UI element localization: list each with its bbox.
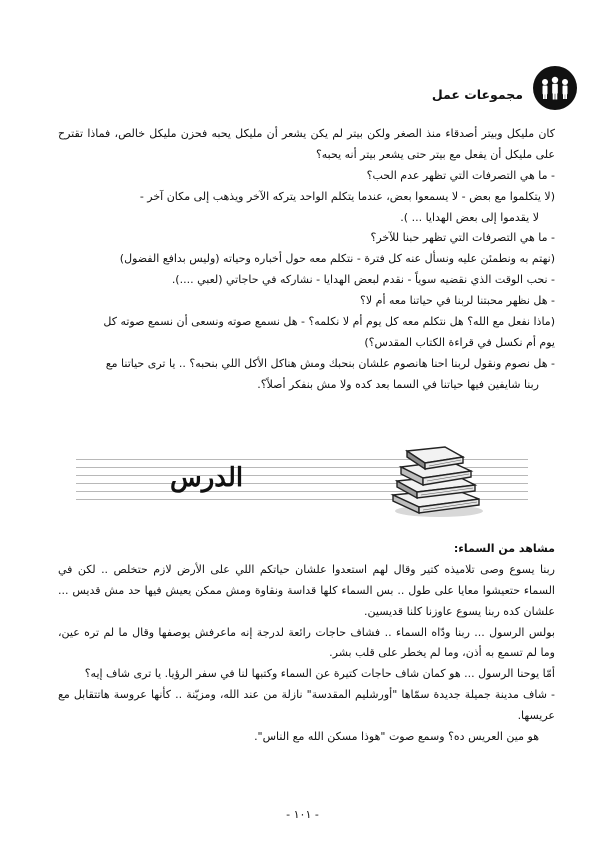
section-title: مجموعات عمل [431, 87, 523, 102]
lesson-paragraph-3: أمّا يوحنا الرسول ... هو كمان شاف حاجات كتيرة عن السماء وكتبها لنا في سفر الرؤيا. يا ترى شاف إيه؟ [84, 667, 555, 681]
lesson-heading: مشاهد من السماء: [453, 542, 555, 555]
question-4-line-2: ربنا شايفين فيها حياتنا في السما بعد كده ولا مش بنفكر أصلاً؟. [257, 377, 539, 391]
lesson-block [58, 539, 555, 748]
lesson-paragraph-2: بولس الرسول ... ربنا ودّاه السماء .. فشاف حاجات رائعة لدرجة إنه ماعرفش يوصفها وقال ما لم تره عين، وما لم تسمع به أذن، وما لم يخطر على قلب بشر. [58, 625, 555, 660]
lesson-paragraph-1: ربنا يسوع وصى تلاميذه كتير وقال لهم استعدوا علشان حياتكم اللي على الأرض لازم حتخلص .. لكن في السماء حتعيشوا معايا على طول .. بس السماء كلها قداسة ونقاوة ومش ممكن يعيش فيها حد مش قديس ... علشان كده ربنا يسوع عاوزنا كلنا قديسين. [58, 562, 555, 618]
lesson-title: الدرس [170, 463, 244, 493]
intro-block [58, 124, 555, 396]
answer-4-line-1: (ماذا نفعل مع الله؟ هل نتكلم معه كل يوم أم لا نكلمه؟ - هل نسمع صوته ونسعى أن نسمع صوته كل [103, 315, 555, 329]
lesson-paragraph-5: هو مين العريس ده؟ وسمع صوت "هوذا مسكن الله مع الناس". [254, 730, 539, 744]
books-icon [383, 437, 487, 519]
answer-3: - نحب الوقت الذي نقضيه سوياً - نقدم لبعض الهدايا - نشاركه في حاجاتي (لعبي ....). [171, 273, 555, 287]
question-4-line-1: - هل نصوم ونقول لربنا احنا هانصوم علشان بنحبك ومش هناكل الأكل اللي بنحبه؟ .. يا ترى حياتنا مع [105, 356, 555, 370]
answer-1-line-1: (لا يتكلموا مع بعض - لا يسمعوا بعض، عندما يتكلم الواحد يتركه الآخر ويذهب إلى مكان آخر - [139, 189, 555, 203]
intro-paragraph: كان مليكل وبيتر أصدقاء منذ الصغر ولكن بيتر لم يكن يشعر أن مليكل يحبه فحزن مليكل خالص، فماذا تقترح على مليكل أن يفعل مع بيتر حتى يشعر بيتر أنه يحبه؟ [58, 127, 555, 161]
question-2: - ما هي التصرفات التي تظهر حبنا للآخر؟ [370, 231, 555, 245]
lesson-paragraph-4: - شاف مدينة جميلة جديدة سمّاها "أورشليم المقدسة" نازلة من عند الله، ومزيّنة .. كأنها عروسة هاتتقابل مع عريسها. [58, 688, 555, 723]
question-1: - ما هي التصرفات التي تظهر عدم الحب؟ [366, 168, 555, 182]
group-icon [533, 66, 577, 110]
page-number: - ١٠١ - [286, 808, 319, 821]
section-header [377, 66, 577, 112]
answer-2: (نهتم به ونطمئن عليه ونسأل عنه كل فترة - نتكلم معه حول أخباره وحياته (وليس بدافع الفضول) [119, 252, 555, 266]
question-3: - هل نظهر محبتنا لربنا في حياتنا معه أم لا؟ [360, 294, 555, 308]
answer-4-line-2: يوم أم نكسل في قراءة الكتاب المقدس؟) [364, 335, 555, 349]
answer-1-line-2: لا يقدموا إلى بعض الهدايا ... ). [400, 210, 539, 224]
